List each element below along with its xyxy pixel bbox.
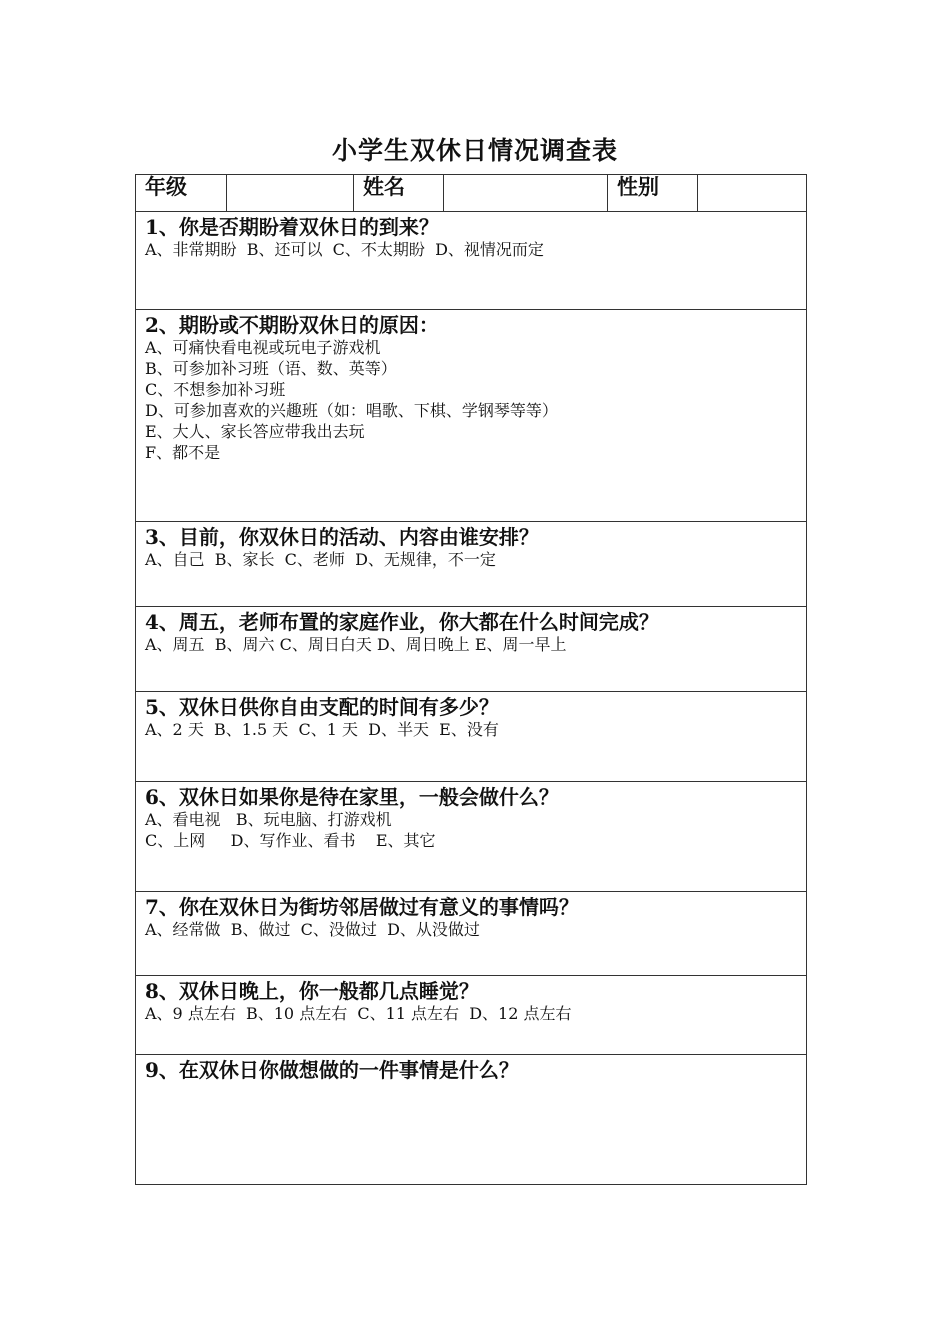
question-9 bbox=[136, 1055, 806, 1184]
question-title: 7、你在双休日为街坊邻居做过有意义的事情吗？ bbox=[145, 895, 579, 919]
question-option: C、不想参加补习班 bbox=[145, 380, 286, 399]
question-options: A、2 天 B、1.5 天 C、1 天 D、半天 E、没有 bbox=[145, 720, 499, 739]
question-2 bbox=[136, 310, 806, 522]
question-option: F、都不是 bbox=[145, 443, 221, 462]
question-title: 5、双休日供你自由支配的时间有多少？ bbox=[145, 695, 499, 719]
name-label-cell bbox=[354, 175, 444, 211]
name-label: 姓名 bbox=[363, 174, 405, 199]
question-8 bbox=[136, 976, 806, 1055]
question-option: E、大人、家长答应带我出去玩 bbox=[145, 422, 365, 441]
question-7 bbox=[136, 892, 806, 976]
question-title: 8、双休日晚上，你一般都几点睡觉？ bbox=[145, 979, 479, 1003]
grade-label: 年级 bbox=[145, 174, 187, 199]
name-field[interactable] bbox=[444, 175, 608, 211]
question-6 bbox=[136, 782, 806, 892]
question-option: B、可参加补习班（语、数、英等） bbox=[145, 359, 397, 378]
gender-label: 性别 bbox=[617, 174, 659, 199]
question-title: 9、在双休日你做想做的一件事情是什么？ bbox=[145, 1058, 519, 1082]
question-option: D、可参加喜欢的兴趣班（如：唱歌、下棋、学钢琴等等） bbox=[145, 401, 558, 420]
question-3 bbox=[136, 522, 806, 607]
info-row bbox=[136, 175, 806, 212]
question-title: 6、双休日如果你是待在家里，一般会做什么？ bbox=[145, 785, 559, 809]
gender-field[interactable] bbox=[698, 175, 806, 211]
question-option: C、上网 D、写作业、看书 E、其它 bbox=[145, 831, 436, 850]
question-options: A、周五 B、周六 C、周日白天 D、周日晚上 E、周一早上 bbox=[145, 635, 567, 654]
question-option: A、看电视 B、玩电脑、打游戏机 bbox=[145, 810, 392, 829]
question-title: 1、你是否期盼着双休日的到来？ bbox=[145, 215, 439, 239]
question-option: A、可痛快看电视或玩电子游戏机 bbox=[145, 338, 381, 357]
answer-area[interactable] bbox=[145, 1082, 806, 1177]
question-title: 3、目前，你双休日的活动、内容由谁安排？ bbox=[145, 525, 539, 549]
question-options: A、经常做 B、做过 C、没做过 D、从没做过 bbox=[145, 920, 480, 939]
page-title: 小学生双休日情况调查表 bbox=[331, 136, 618, 165]
question-1 bbox=[136, 212, 806, 310]
grade-field[interactable] bbox=[227, 175, 354, 211]
question-title: 4、周五，老师布置的家庭作业，你大都在什么时间完成？ bbox=[145, 610, 659, 634]
question-5 bbox=[136, 692, 806, 782]
question-title: 2、期盼或不期盼双休日的原因： bbox=[145, 313, 439, 337]
question-options: A、自己 B、家长 C、老师 D、无规律，不一定 bbox=[145, 550, 496, 569]
question-options: A、非常期盼 B、还可以 C、不太期盼 D、视情况而定 bbox=[145, 240, 544, 259]
survey-table bbox=[135, 174, 807, 1185]
grade-label-cell bbox=[136, 175, 227, 211]
question-4 bbox=[136, 607, 806, 692]
gender-label-cell bbox=[608, 175, 698, 211]
question-options: A、9 点左右 B、10 点左右 C、11 点左右 D、12 点左右 bbox=[145, 1004, 572, 1023]
